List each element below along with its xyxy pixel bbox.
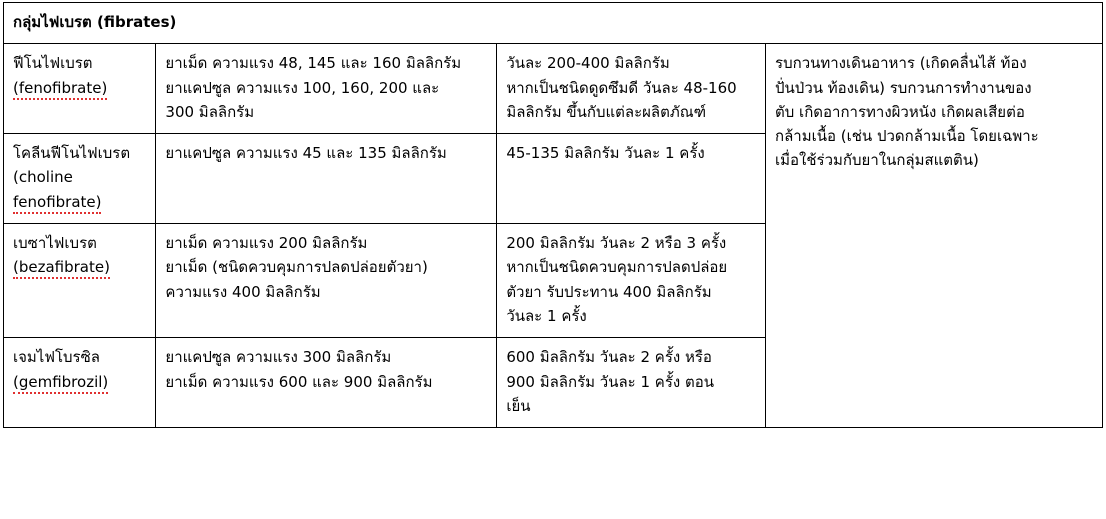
adverse-effects-line: กล้ามเนื้อ (เช่น ปวดกล้ามเนื้อ โดยเฉพาะ [775, 127, 1039, 146]
drug-name-line: (choline [13, 168, 73, 187]
drug-name-cell [4, 224, 156, 338]
dose-line: 600 มิลลิกรัม วันละ 2 ครั้ง หรือ [506, 348, 712, 367]
drug-name-line: เจมไฟโบรซิล [13, 348, 100, 367]
dosage-form-line: ยาเม็ด (ชนิดควบคุมการปลดปล่อยตัวยา) [165, 258, 428, 277]
drug-name-cell [4, 44, 156, 134]
dose-line: หากเป็นชนิดควบคุมการปลดปล่อย [506, 258, 728, 277]
dose-line: วันละ 1 ครั้ง [506, 306, 587, 325]
drug-name-line: โคลีนฟีโนไฟเบรต [13, 144, 131, 163]
dosage-form-cell [156, 44, 497, 134]
dose-line: หากเป็นชนิดดูดซึมดี วันละ 48-160 [506, 78, 737, 97]
dose-line: 45-135 มิลลิกรัม วันละ 1 ครั้ง [506, 144, 705, 163]
dosage-form-line: ความแรง 400 มิลลิกรัม [165, 282, 321, 301]
dose-line: วันละ 200-400 มิลลิกรัม [506, 54, 670, 73]
drug-name-line: เบซาไฟเบรต [13, 234, 97, 253]
drug-name-line: ฟีโนไฟเบรต [13, 54, 93, 73]
dose-line: เย็น [506, 396, 531, 415]
dosage-form-line: ยาเม็ด ความแรง 200 มิลลิกรัม [165, 234, 368, 253]
dose-cell [497, 44, 766, 134]
table-title-cell: กลุ่มไฟเบรต (fibrates) [4, 3, 1103, 44]
dosage-form-line: 300 มิลลิกรัม [165, 102, 255, 121]
dose-line: ตัวยา รับประทาน 400 มิลลิกรัม [506, 282, 712, 301]
fibrates-table [3, 2, 1103, 428]
dose-line: 200 มิลลิกรัม วันละ 2 หรือ 3 ครั้ง [506, 234, 727, 253]
drug-name-cell [4, 338, 156, 428]
table-header-row [4, 3, 1103, 44]
dose-cell [497, 134, 766, 224]
adverse-effects-line: ปั่นป่วน ท้องเดิน) รบกวนการทำงานของ [775, 78, 1032, 97]
dosage-form-cell [156, 338, 497, 428]
dose-cell [497, 338, 766, 428]
dose-cell [497, 224, 766, 338]
adverse-effects-cell [766, 44, 1103, 428]
dose-line: 900 มิลลิกรัม วันละ 1 ครั้ง ตอน [506, 372, 714, 391]
drug-name-line-spellchecked: (gemfibrozil) [13, 373, 108, 394]
drug-name-cell [4, 134, 156, 224]
dosage-form-line: ยาแคปซูล ความแรง 300 มิลลิกรัม [165, 348, 392, 367]
dosage-form-cell [156, 134, 497, 224]
dose-line: มิลลิกรัม ขึ้นกับแต่ละผลิตภัณฑ์ [506, 102, 707, 121]
dosage-form-cell [156, 224, 497, 338]
drug-name-line-spellchecked: (fenofibrate) [13, 79, 107, 100]
drug-name-line-spellchecked: fenofibrate) [13, 193, 101, 214]
dosage-form-line: ยาเม็ด ความแรง 48, 145 และ 160 มิลลิกรัม [165, 54, 462, 73]
adverse-effects-line: รบกวนทางเดินอาหาร (เกิดคลื่นไส้ ท้อง [775, 54, 1027, 73]
dosage-form-line: ยาแคปซูล ความแรง 45 และ 135 มิลลิกรัม [165, 144, 447, 163]
adverse-effects-line: เมื่อใช้ร่วมกับยาในกลุ่มสแตติน) [775, 151, 979, 170]
dosage-form-line: ยาแคปซูล ความแรง 100, 160, 200 และ [165, 78, 440, 97]
adverse-effects-line: ตับ เกิดอาการทางผิวหนัง เกิดผลเสียต่อ [775, 102, 1025, 121]
table-row [4, 44, 1103, 134]
dosage-form-line: ยาเม็ด ความแรง 600 และ 900 มิลลิกรัม [165, 372, 433, 391]
drug-name-line-spellchecked: (bezafibrate) [13, 258, 110, 279]
